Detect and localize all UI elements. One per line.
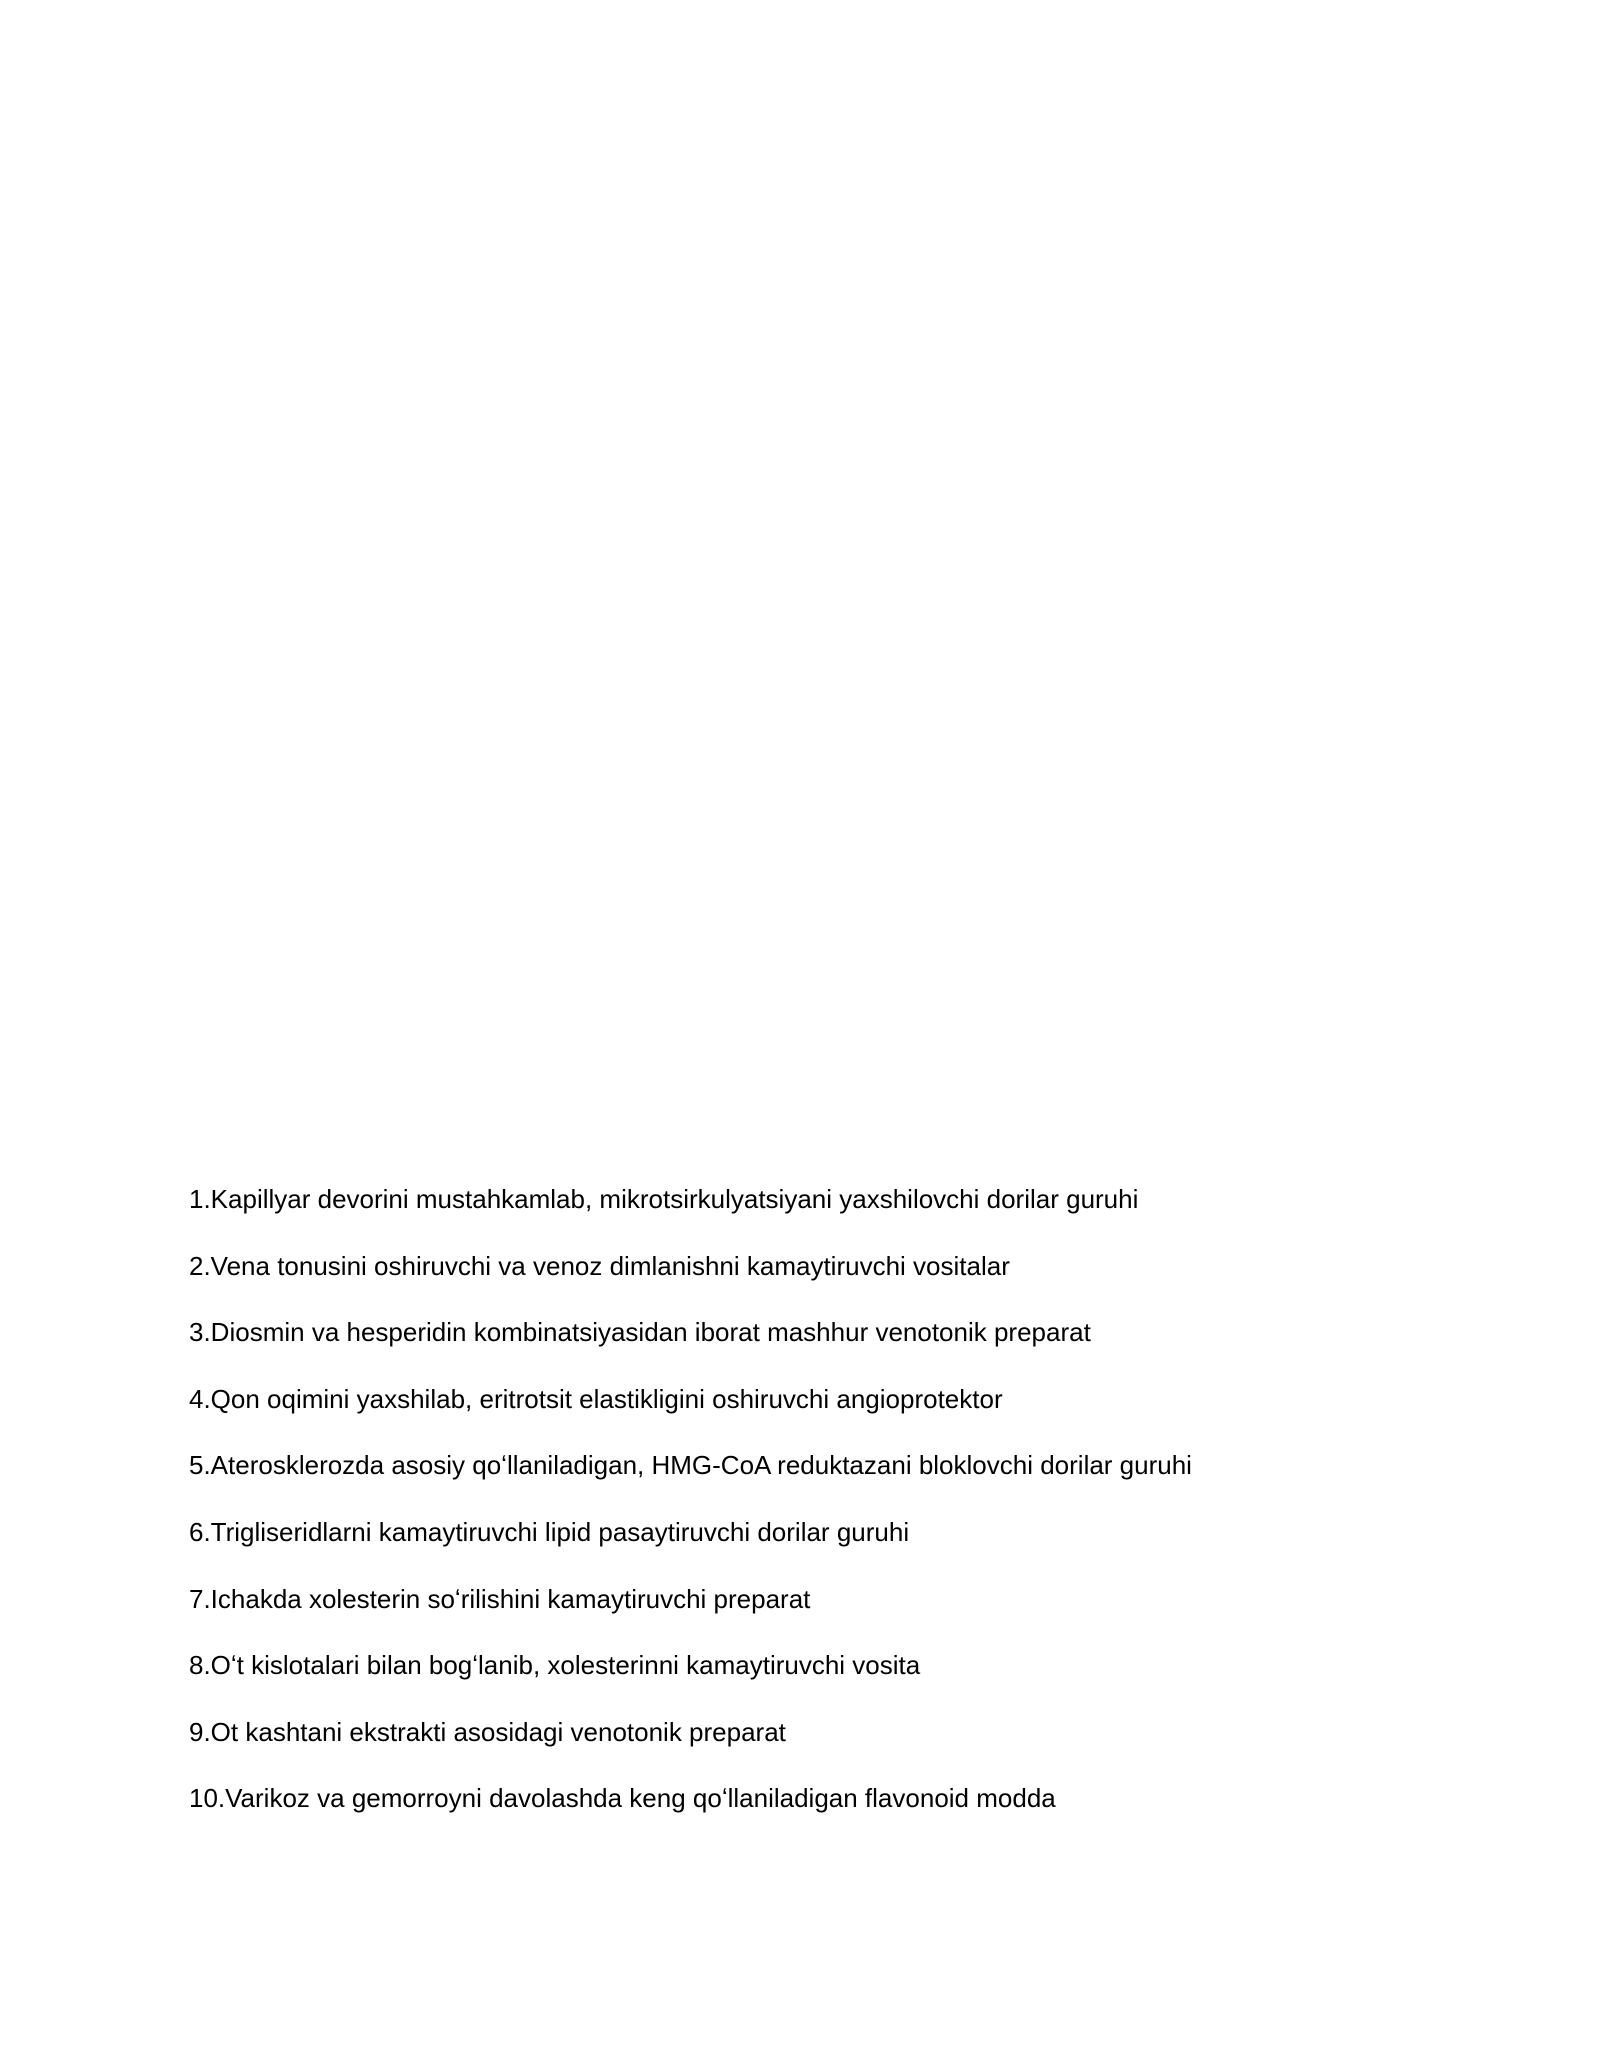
list-item: 4.Qon oqimini yaxshilab, eritrotsit elastikligini oshiruvchi angioprotektor	[189, 1383, 1003, 1414]
list-item: 6.Trigliseridlarni kamaytiruvchi lipid pasaytiruvchi dorilar guruhi	[189, 1516, 910, 1547]
list-item: 7.Ichakda xolesterin soʻrilishini kamaytiruvchi preparat	[189, 1583, 811, 1614]
numbered-list	[189, 1184, 1439, 1850]
list-item: 10.Varikoz va gemorroyni davolashda keng qoʻllaniladigan flavonoid modda	[189, 1783, 1056, 1814]
list-item: 1.Kapillyar devorini mustahkamlab, mikrotsirkulyatsiyani yaxshilovchi dorilar guruhi	[189, 1184, 1139, 1214]
list-item: 5.Aterosklerozda asosiy qoʻllaniladigan, HMG-CoA reduktazani bloklovchi dorilar guruhi	[189, 1450, 1192, 1481]
list-item: 2.Vena tonusini oshiruvchi va venoz dimlanishni kamaytiruvchi vositalar	[189, 1250, 1010, 1281]
list-item: 3.Diosmin va hesperidin kombinatsiyasidan iborat mashhur venotonik preparat	[189, 1317, 1091, 1348]
list-item: 8.Oʻt kislotalari bilan bogʻlanib, xolesterinni kamaytiruvchi vosita	[189, 1650, 921, 1681]
list-item: 9.Ot kashtani ekstrakti asosidagi venotonik preparat	[189, 1716, 786, 1747]
